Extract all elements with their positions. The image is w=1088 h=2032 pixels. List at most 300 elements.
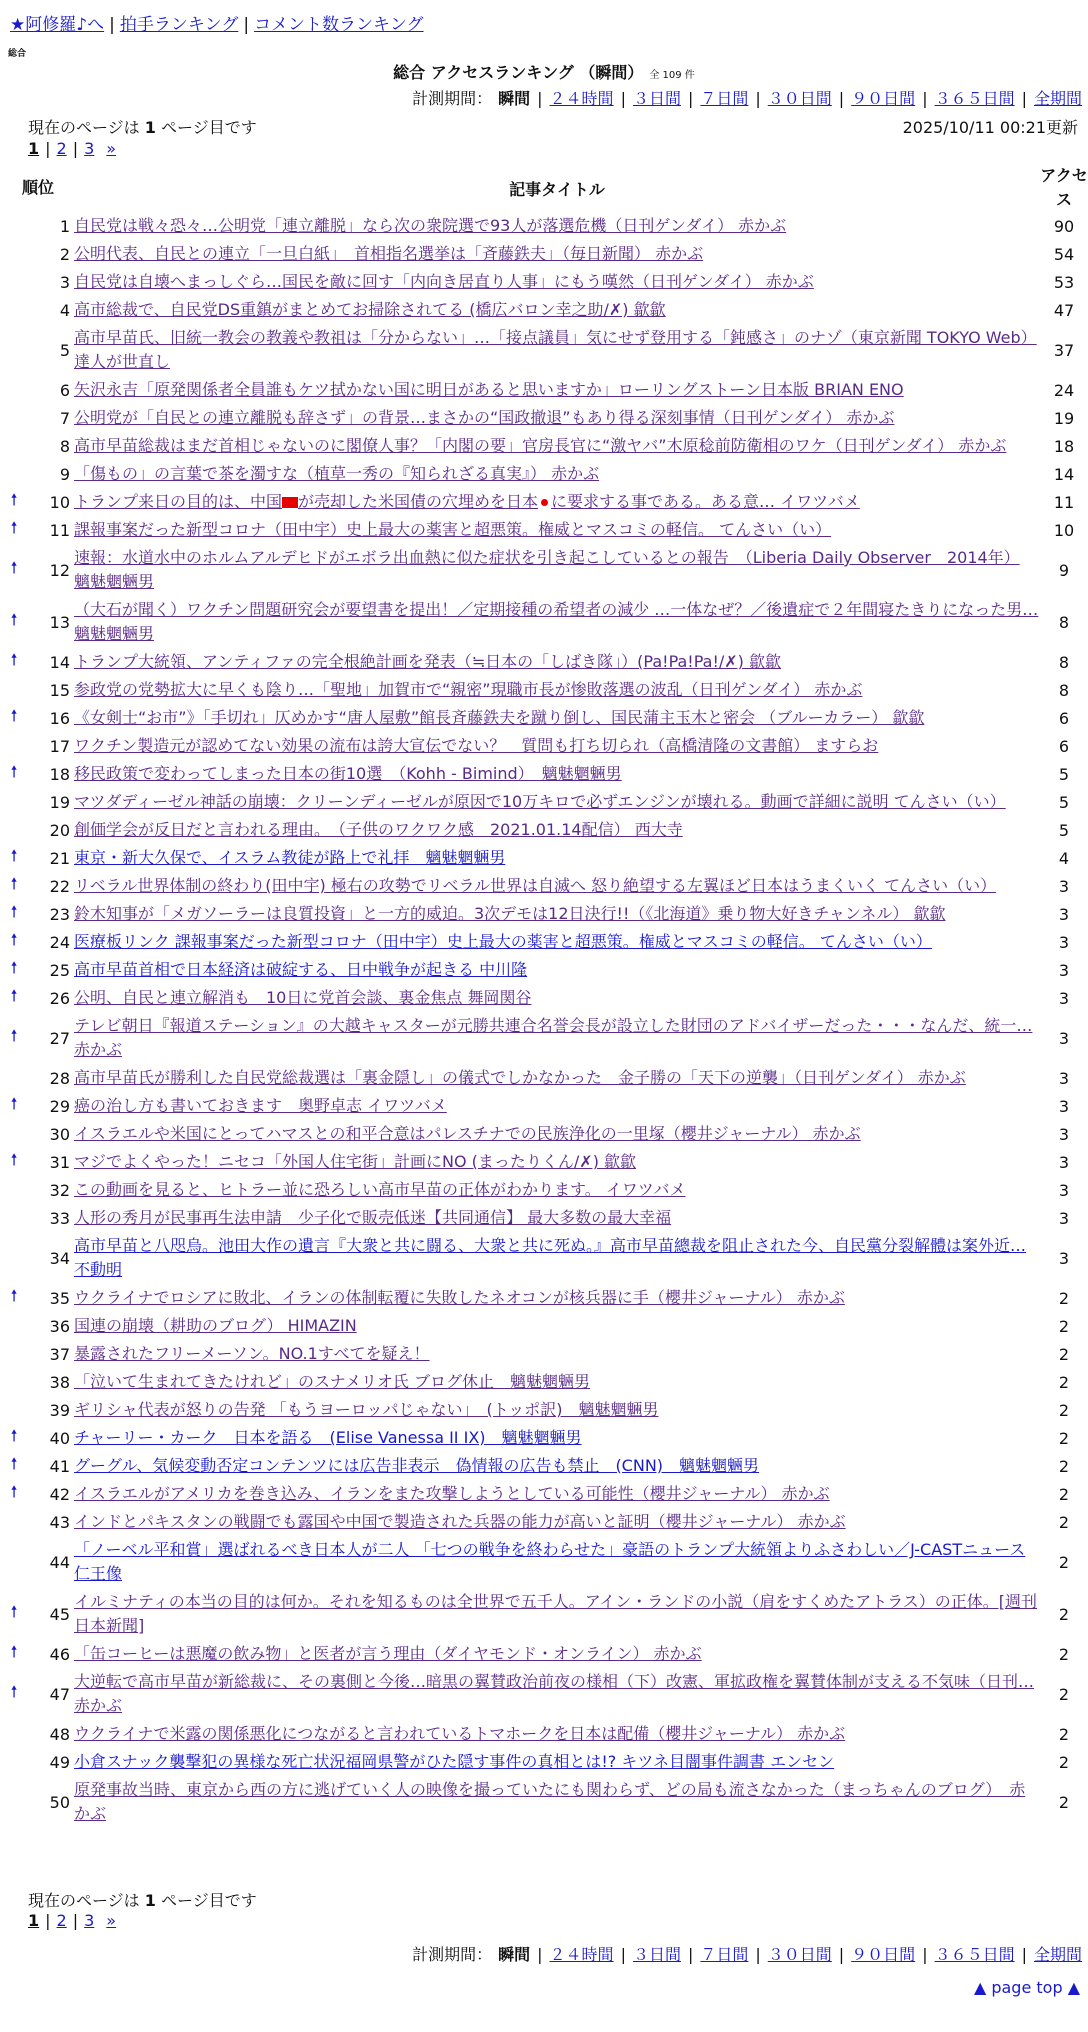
article-link[interactable]: マジでよくやった！ニセコ「外国人住宅街」計画にNO (まったりくん/✗) 歙歙 [74, 1152, 637, 1171]
access-count: 2 [1058, 1552, 1070, 1572]
rank-number: 37 [49, 1344, 70, 1364]
table-row [0, 732, 1088, 760]
rank-change-cell [0, 1536, 28, 1588]
title-cell [74, 1640, 1040, 1668]
title-cell [74, 324, 1040, 376]
table-row [0, 1312, 1088, 1340]
pager-next-link[interactable]: » [106, 1911, 117, 1930]
rank-change-cell [0, 816, 28, 844]
rank-number: 45 [49, 1604, 70, 1624]
title-cell [74, 928, 1040, 956]
rank-change-cell [0, 1284, 28, 1312]
title-header: 記事タイトル [509, 179, 605, 199]
article-link[interactable]: 「缶コーヒーは悪魔の飲み物」と医者が言う理由（ダイヤモンド・オンライン） 赤かぶ [74, 1644, 702, 1663]
rank-change-cell [0, 732, 28, 760]
page-info-number: 1 [144, 1891, 156, 1910]
period-link[interactable]: ７日間 [700, 89, 749, 108]
ranking-title-text: 総合 アクセスランキング （瞬間） [393, 63, 644, 82]
article-link[interactable]: 「泣いて生まれてきたけれど」のスナメリオ氏 ブログ休止 魑魅魍魎男 [74, 1372, 590, 1391]
rank-number: 29 [49, 1096, 70, 1116]
title-cell [74, 268, 1040, 296]
table-row [0, 1720, 1088, 1748]
table-row [0, 1092, 1088, 1120]
japan-flag-icon [541, 499, 548, 506]
article-title-part: に要求する事である。ある意… イワツバメ [551, 492, 860, 511]
up-arrow-icon: 🠕 [10, 957, 18, 977]
article-title-part: トランプ来日の目的は、中国 [74, 492, 283, 511]
rank-change-cell [0, 648, 28, 676]
article-link[interactable]: 公明、自民と連立解消も 10日に党首会談、裏金焦点 舞岡関谷 [74, 988, 532, 1007]
up-arrow-icon: 🠕 [10, 929, 18, 949]
title-cell [74, 488, 1040, 516]
updated-timestamp: 2025/10/11 00:21更新 [902, 118, 1078, 137]
rank-number: 40 [49, 1428, 70, 1448]
article-link[interactable]: 《女剣士“お市”》「手切れ」仄めかす“唐人屋敷”館長斉藤鉄夫を蹴り倒し、国民蒲主玉木と密会 （ブルーカラー） 歙歙 [74, 708, 925, 727]
article-link[interactable]: 原発事故当時、東京から西の方に逃げていく人の映像を撮っていたにも関わらず、どの局も流さなかった（まっちゃんのブログ） 赤かぶ [74, 1780, 1026, 1823]
article-link[interactable]: トランプ大統領、アンティファの完全根絶計画を発表（≒日本の「しばき隊」）(Pa!Pa!Pa!/✗) 歙歙 [74, 652, 781, 671]
rank-number: 33 [49, 1208, 70, 1228]
up-arrow-icon: 🠕 [10, 1453, 18, 1473]
up-arrow-icon: 🠕 [10, 845, 18, 865]
home-link[interactable]: ★阿修羅♪へ [10, 15, 105, 35]
rank-number: 39 [49, 1400, 70, 1420]
rank-number: 27 [49, 1028, 70, 1048]
access-count: 2 [1058, 1512, 1070, 1532]
access-count: 2 [1058, 1400, 1070, 1420]
pager-current: 1 [28, 1911, 40, 1930]
access-count: 90 [1053, 216, 1075, 236]
access-count: 11 [1053, 492, 1075, 512]
period-link[interactable]: ９０日間 [851, 1945, 916, 1964]
article-link[interactable]: 自民党は戦々恐々…公明党「連立離脱」なら次の衆院選で93人が落選危機（日刊ゲンダイ） 赤かぶ [74, 216, 787, 235]
title-cell [74, 1120, 1040, 1148]
page-info-prefix: 現在のページは [28, 118, 140, 137]
article-link[interactable]: チャーリー・カーク 日本を語る (Elise Vanessa II IX) 魑魅魍魎男 [74, 1428, 582, 1447]
title-cell [74, 648, 1040, 676]
article-link[interactable]: ワクチン製造元が認めてない効果の流布は誇大宣伝でない？ 質問も打ち切られ（高橋清隆の文書館） ますらお [74, 736, 879, 755]
rank-change-cell [0, 1720, 28, 1748]
access-count: 2 [1058, 1644, 1070, 1664]
title-cell [74, 760, 1040, 788]
rank-number: 7 [59, 408, 70, 428]
article-link[interactable]: この動画を見ると、ヒトラー並に恐ろしい高市早苗の正体がわかります。 イワツバメ [74, 1180, 686, 1199]
title-cell [74, 1480, 1040, 1508]
up-arrow-icon: 🠕 [10, 761, 18, 781]
rank-change-cell [0, 1424, 28, 1452]
rank-number: 15 [49, 680, 70, 700]
up-arrow-icon: 🠕 [10, 1641, 18, 1661]
table-row [0, 376, 1088, 404]
period-label: 計測期間： [412, 1945, 493, 1964]
period-separator: | [537, 1945, 543, 1964]
up-arrow-icon: 🠕 [10, 901, 18, 921]
table-row [0, 1536, 1088, 1588]
period-separator: | [838, 89, 845, 108]
period-link[interactable]: 全期間 [1033, 1945, 1082, 1964]
pager-link[interactable]: 2 [56, 139, 67, 158]
rank-number: 1 [59, 216, 70, 236]
period-link[interactable]: ９０日間 [851, 89, 916, 108]
article-link[interactable]: 東京・新大久保で、イスラム教徒が路上で礼拝 魑魅魍魎男 [74, 848, 506, 867]
access-count: 2 [1058, 1684, 1070, 1704]
access-count: 8 [1058, 652, 1070, 672]
up-arrow-icon: 🠕 [10, 1425, 18, 1445]
article-link[interactable]: テレビ朝日『報道ステーション』の大越キャスターが元勝共連合名誉会長が設立した財団のアドバイザーだった・・・なんだ、統一… 赤かぶ [74, 1016, 1033, 1059]
table-row [0, 1368, 1088, 1396]
period-separator: | [1021, 1945, 1027, 1964]
title-cell [74, 1508, 1040, 1536]
table-row [0, 872, 1088, 900]
title-cell [74, 296, 1040, 324]
table-row [0, 1340, 1088, 1368]
period-separator: | [687, 89, 694, 108]
rank-change-cell [0, 760, 28, 788]
rank-change-cell [0, 296, 28, 324]
table-row [0, 240, 1088, 268]
rank-change-cell [0, 1204, 28, 1232]
article-link[interactable]: 高市早苗氏が勝利した自民党総裁選は「裏金隠し」の儀式でしかなかった 金子勝の「天下の逆襲」（日刊ゲンダイ） 赤かぶ [74, 1068, 966, 1087]
rank-change-cell [0, 1340, 28, 1368]
article-link[interactable]: 高市早苗と八咫烏。池田大作の遺言『大衆と共に闘る、大衆と共に死ぬ。』高市早苗總裁を阻止された今、自民黨分裂解體は案外近… 不動明 [74, 1236, 1027, 1279]
rank-change-cell [0, 404, 28, 432]
rank-number: 48 [49, 1724, 70, 1744]
table-row [0, 1668, 1088, 1720]
article-link[interactable]: 「傷もの」の言葉で茶を濁すな（植草一秀の『知られざる真実』） 赤かぶ [74, 464, 600, 483]
access-count: 10 [1053, 520, 1075, 540]
table-row [0, 1396, 1088, 1424]
title-cell [74, 1232, 1040, 1284]
article-link[interactable]: ウクライナでロシアに敗北、イランの体制転覆に失敗したネオコンが核兵器に手（櫻井ジャーナル） 赤かぶ [74, 1288, 845, 1307]
access-count: 3 [1058, 1180, 1070, 1200]
period-link[interactable]: ３０日間 [767, 89, 832, 108]
period-link[interactable]: 全期間 [1033, 89, 1082, 108]
article-link[interactable]: 国連の崩壊（耕助のブログ） HIMAZIN [74, 1316, 357, 1335]
rank-change-cell [0, 1176, 28, 1204]
comment-ranking-link[interactable]: コメント数ランキング [254, 15, 424, 35]
table-row [0, 1776, 1088, 1828]
rank-change-cell [0, 516, 28, 544]
rank-number: 21 [49, 848, 70, 868]
title-cell [74, 1396, 1040, 1424]
up-arrow-icon: 🠕 [10, 649, 18, 669]
rank-change-cell [0, 1396, 28, 1424]
access-count: 3 [1058, 1124, 1070, 1144]
article-link[interactable]: 矢沢永吉「原発関係者全員誰もケツ拭かない国に明日があると思いますか」ローリングストーン日本版 BRIAN ENO [74, 380, 904, 399]
pager-separator: | [45, 139, 51, 158]
up-arrow-icon: 🠕 [10, 1093, 18, 1113]
title-cell [74, 1720, 1040, 1748]
period-separator: | [537, 89, 543, 108]
rank-change-cell [0, 596, 28, 648]
period-link[interactable]: ３０日間 [767, 1945, 832, 1964]
access-count: 2 [1058, 1344, 1070, 1364]
period-current: 瞬間 [498, 1945, 531, 1964]
rank-change-cell [0, 1508, 28, 1536]
period-link[interactable]: ２４時間 [549, 89, 614, 108]
rank-change-cell [0, 212, 28, 240]
up-arrow-icon: 🠕 [10, 489, 18, 509]
rank-change-cell [0, 432, 28, 460]
rank-number: 13 [49, 612, 70, 632]
rank-number: 49 [49, 1752, 70, 1772]
title-cell [74, 1204, 1040, 1232]
up-arrow-icon: 🠕 [10, 1601, 18, 1621]
title-cell [74, 1176, 1040, 1204]
table-row [0, 432, 1088, 460]
table-row [0, 1640, 1088, 1668]
table-row [0, 296, 1088, 324]
rank-number: 19 [49, 792, 70, 812]
table-row [0, 900, 1088, 928]
rank-header: 順位 [22, 178, 55, 197]
table-row [0, 788, 1088, 816]
rank-number: 42 [49, 1484, 70, 1504]
article-link[interactable]: 参政党の党勢拡大に早くも陰り…「聖地」加賀市で“親密”現職市長が惨敗落選の波乱（日刊ゲンダイ） 赤かぶ [74, 680, 863, 699]
access-count: 3 [1058, 1152, 1070, 1172]
table-row [0, 460, 1088, 488]
article-link[interactable]: 「ノーベル平和賞」選ばれるべき日本人が二人 「七つの戦争を終わらせた」豪語のトランプ大統領よりふさわしい／J-CASTニュース 仁王像 [74, 1540, 1026, 1583]
access-count: 5 [1058, 792, 1070, 812]
article-link[interactable]: 高市早苗総裁はまだ首相じゃないのに閣僚人事？「内閣の要」官房長官に“激ヤバ”木原稔前防衛相のワケ（日刊ゲンダイ） 赤かぶ [74, 436, 1007, 455]
table-row [0, 1748, 1088, 1776]
period-link[interactable]: ３６５日間 [934, 1945, 1015, 1964]
article-link[interactable]: 小倉スナック襲撃犯の異様な死亡状況福岡県警がひた隠す事件の真相とは!? キツネ目闇事件調書 エンセン [74, 1752, 835, 1771]
article-link[interactable]: 移民政策で変わってしまった日本の街10選 （Kohh - Bimind） 魑魅魍魎男 [74, 764, 622, 783]
table-row [0, 1452, 1088, 1480]
article-link[interactable]: イスラエルや米国にとってハマスとの和平合意はパレスチナでの民族浄化の一里塚（櫻井ジャーナル） 赤かぶ [74, 1124, 861, 1143]
access-count: 4 [1058, 848, 1070, 868]
article-link[interactable]: リベラル世界体制の終わり(田中宇) 極右の攻勢でリベラル世界は自滅へ 怒り絶望する左翼ほど日本はうまくいく てんさい（い） [74, 876, 997, 895]
article-link[interactable]: 公明党が「自民との連立離脱も辞さず」の背景…まさかの“国政撤退”もあり得る深刻事情（日刊ゲンダイ） 赤かぶ [74, 408, 895, 427]
article-link[interactable]: インドとパキスタンの戦闘でも露国や中国で製造された兵器の能力が高いと証明（櫻井ジャーナル） 赤かぶ [74, 1512, 846, 1531]
period-link[interactable]: ３日間 [632, 1945, 681, 1964]
title-cell [74, 844, 1040, 872]
rank-change-cell [0, 676, 28, 704]
rank-change-cell [0, 1120, 28, 1148]
rank-change-cell [0, 1452, 28, 1480]
article-link[interactable]: 公明代表、自民との連立「一旦白紙」 首相指名選挙は「斉藤鉄夫」（毎日新聞） 赤かぶ [74, 244, 704, 263]
article-title-part: が売却した米国債の穴埋めを日本 [298, 492, 539, 511]
up-arrow-icon: 🠕 [10, 1481, 18, 1501]
title-cell [74, 872, 1040, 900]
article-link[interactable]: 医療板リンク 課報事案だった新型コロナ（田中宇）史上最大の薬害と超悪策。権威とマスコミの軽信。 てんさい（い） [74, 932, 932, 951]
rank-change-cell [0, 984, 28, 1012]
period-link[interactable]: ３６５日間 [934, 89, 1015, 108]
article-link[interactable]: 癌の治し方も書いておきます 奥野卓志 イワツバメ [74, 1096, 447, 1115]
access-count: 2 [1058, 1372, 1070, 1392]
up-arrow-icon: 🠕 [10, 985, 18, 1005]
ranking-table [0, 164, 1088, 1828]
title-cell [74, 676, 1040, 704]
article-link[interactable]: 創価学会が反日だと言われる理由。 （子供のワクワク感 2021.01.14配信） 西大寺 [74, 820, 683, 839]
page-top-link[interactable]: ▲ page top ▲ [973, 1978, 1080, 1997]
rank-number: 47 [49, 1684, 70, 1704]
ranking-rows [0, 212, 1088, 1828]
rank-number: 8 [59, 436, 70, 456]
access-count: 2 [1058, 1484, 1070, 1504]
rank-number: 34 [49, 1248, 70, 1268]
period-separator: | [620, 89, 626, 108]
access-count: 3 [1058, 960, 1070, 980]
table-row [0, 404, 1088, 432]
category-label: 総合 [8, 49, 27, 59]
rank-number: 9 [59, 464, 70, 484]
access-count: 54 [1053, 244, 1075, 264]
article-link[interactable]: 速報：水道水中のホルムアルデヒドがエボラ出血熱に似た症状を引き起こしているとの報告 （Liberia Daily Observer 2014年） 魑魅魍魎男 [74, 548, 1020, 591]
title-cell [74, 1064, 1040, 1092]
access-count: 2 [1058, 1456, 1070, 1476]
title-cell [74, 1588, 1040, 1640]
table-row [0, 268, 1088, 296]
clap-ranking-link[interactable]: 拍手ランキング [119, 15, 239, 35]
article-link[interactable]: マツダディーゼル神話の崩壊：クリーンディーゼルが原因で10万キロで必ずエンジンが壊れる。動画で詳細に説明 てんさい（い） [74, 792, 1006, 811]
title-cell [74, 984, 1040, 1012]
title-cell [74, 816, 1040, 844]
rank-number: 30 [49, 1124, 70, 1144]
access-count: 18 [1053, 436, 1075, 456]
rank-number: 38 [49, 1372, 70, 1392]
title-cell [74, 460, 1040, 488]
period-link[interactable]: ３日間 [632, 89, 681, 108]
pager-bottom [28, 1911, 116, 1930]
access-count: 2 [1058, 1752, 1070, 1772]
table-row [0, 1508, 1088, 1536]
period-separator: | [838, 1945, 845, 1964]
rank-change-cell [0, 1012, 28, 1064]
rank-number: 44 [49, 1552, 70, 1572]
period-separator: | [1021, 89, 1027, 108]
article-link[interactable]: ギリシャ代表が怒りの告発 「もうヨーロッパじゃない」 (トッポ訳) 魑魅魍魎男 [74, 1400, 659, 1419]
table-row [0, 704, 1088, 732]
article-link[interactable]: 人形の秀月が民事再生法申請 少子化で販売低迷【共同通信】 最大多数の最大幸福 [74, 1208, 672, 1227]
article-link[interactable]: 鈴木知事が「メガソーラーは良質投資」と一方的威迫。3次デモは12日決行!!（《北海道》乗り物大好きチャンネル） 歙歙 [74, 904, 946, 923]
table-row [0, 1480, 1088, 1508]
pager-link[interactable]: 3 [84, 1911, 95, 1930]
rank-number: 31 [49, 1152, 70, 1172]
access-count: 2 [1058, 1792, 1070, 1812]
access-count: 3 [1058, 932, 1070, 952]
article-link[interactable]: 大逆転で高市早苗が新総裁に、その裏側と今後…暗黒の翼賛政治前夜の様相（下）改憲、軍拡政権を翼賛体制が支える不気味（日刊… 赤かぶ [74, 1672, 1035, 1715]
rank-number: 36 [49, 1316, 70, 1336]
rank-change-cell [0, 1148, 28, 1176]
access-count: 5 [1058, 820, 1070, 840]
rank-change-cell [0, 1064, 28, 1092]
article-link[interactable]: グーグル、気候変動否定コンテンツには広告非表示 偽情報の広告も禁止 (CNN) 魑魅魍魎男 [74, 1456, 760, 1475]
table-row [0, 212, 1088, 240]
title-cell [74, 704, 1040, 732]
access-count: 9 [1058, 560, 1070, 580]
pager-separator: | [72, 139, 79, 158]
rank-change-cell [0, 1232, 28, 1284]
title-cell [74, 1012, 1040, 1064]
access-header: アクセス [1040, 166, 1088, 209]
rank-number: 20 [49, 820, 70, 840]
rank-number: 43 [49, 1512, 70, 1532]
period-link[interactable]: ７日間 [700, 1945, 749, 1964]
article-link[interactable]: イスラエルがアメリカを巻き込み、イランをまた攻撃しようとしている可能性（櫻井ジャーナル） 赤かぶ [74, 1484, 830, 1503]
rank-change-cell [0, 376, 28, 404]
up-arrow-icon: 🠕 [10, 873, 18, 893]
rank-change-cell [0, 324, 28, 376]
period-link[interactable]: ２４時間 [549, 1945, 614, 1964]
title-cell [74, 900, 1040, 928]
page-info-bottom [28, 1888, 257, 1911]
rank-change-cell [0, 956, 28, 984]
period-separator: | [687, 1945, 694, 1964]
table-row [0, 648, 1088, 676]
article-link[interactable]: 高市早苗首相で日本経済は破綻する、日中戦争が起きる 中川隆 [74, 960, 528, 979]
rank-change-cell [0, 788, 28, 816]
table-row [0, 1424, 1088, 1452]
rank-number: 5 [59, 340, 70, 360]
article-link[interactable]: 高市早苗氏、旧統一教会の教義や教祖は「分からない」…「接点議員」気にせず登用する「鈍感さ」のナゾ（東京新聞 TOKYO Web） 達人が世直し [74, 328, 1037, 371]
access-count: 6 [1058, 708, 1070, 728]
article-link[interactable]: （大石が聞く）ワクチン問題研究会が要望書を提出！／定期接種の希望者の減少 …一体なぜ？／後遺症で２年間寝たきりになった男… 魑魅魍魎男 [74, 600, 1039, 643]
title-cell [74, 432, 1040, 460]
pager-link[interactable]: 2 [56, 1911, 67, 1930]
title-cell [74, 1424, 1040, 1452]
article-link[interactable]: 自民党は自壊へまっしぐら…国民を敵に回す「内向き居直り人事」にもう嘆然（日刊ゲンダイ） 赤かぶ [74, 272, 814, 291]
period-selector-bottom [412, 1942, 1082, 1965]
title-cell [74, 1092, 1040, 1120]
top-nav [10, 10, 424, 35]
table-row [0, 1064, 1088, 1092]
access-count: 3 [1058, 1248, 1070, 1268]
access-count: 14 [1053, 464, 1075, 484]
rank-number: 17 [49, 736, 70, 756]
table-row [0, 516, 1088, 544]
access-count: 3 [1058, 1208, 1070, 1228]
table-row [0, 1284, 1088, 1312]
access-count: 6 [1058, 736, 1070, 756]
article-link[interactable]: 高市総裁で、自民党DS重鎮がまとめてお掃除されてる (橋広バロン幸之助/✗) 歙歙 [74, 300, 666, 319]
article-link[interactable]: ウクライナで米露の関係悪化につながると言われているトマホークを日本は配備（櫻井ジャーナル） 赤かぶ [74, 1724, 846, 1743]
up-arrow-icon: 🠕 [10, 557, 18, 577]
title-cell [74, 516, 1040, 544]
page-info-suffix: ページ目です [161, 1891, 257, 1910]
article-link[interactable]: イルミナティの本当の目的は何か。それを知るものは全世界で五千人。アイン・ランドの小説（肩をすくめたアトラス）の正体。[週刊日本新聞] [74, 1592, 1038, 1635]
rank-change-cell [0, 1368, 28, 1396]
rank-number: 35 [49, 1288, 70, 1308]
article-link[interactable]: 暴露されたフリーメーソン。NO.1すべてを疑え！ [74, 1344, 430, 1363]
pager-link[interactable]: 3 [84, 139, 95, 158]
total-count: 全 109 件 [649, 70, 695, 81]
rank-change-cell [0, 900, 28, 928]
rank-change-cell [0, 872, 28, 900]
table-row [0, 676, 1088, 704]
article-link[interactable]: 課報事案だった新型コロナ（田中宇）史上最大の薬害と超悪策。権威とマスコミの軽信。 てんさい（い） [74, 520, 832, 539]
access-count: 2 [1058, 1316, 1070, 1336]
title-cell [74, 1312, 1040, 1340]
access-count: 2 [1058, 1428, 1070, 1448]
page-info-prefix: 現在のページは [28, 1891, 140, 1910]
up-arrow-icon: 🠕 [10, 609, 18, 629]
rank-change-cell [0, 1776, 28, 1828]
table-row [0, 816, 1088, 844]
rank-number: 11 [49, 520, 70, 540]
title-cell [74, 956, 1040, 984]
access-count: 37 [1053, 340, 1075, 360]
article-link[interactable] [74, 492, 860, 511]
up-arrow-icon: 🠕 [10, 517, 18, 537]
period-selector-top [412, 86, 1082, 109]
title-cell [74, 1536, 1040, 1588]
rank-number: 26 [49, 988, 70, 1008]
pager-next-link[interactable]: » [106, 139, 117, 158]
table-row [0, 1012, 1088, 1064]
rank-number: 41 [49, 1456, 70, 1476]
rank-change-cell [0, 544, 28, 596]
